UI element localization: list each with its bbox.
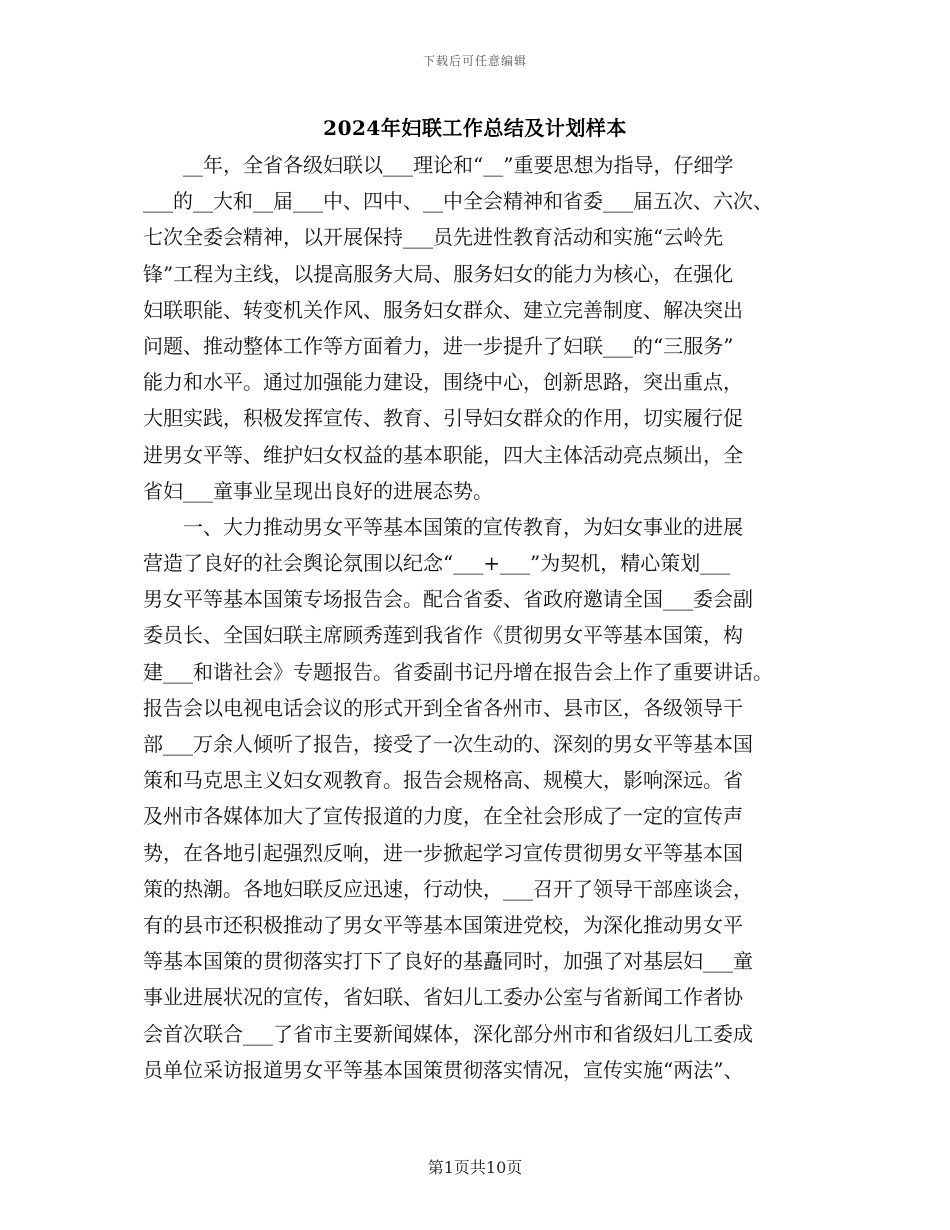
paragraph-section-one: [143, 509, 823, 1088]
text-line: 一、大力推动男女平等基本国策的宣传教育，为妇女事业的进展: [183, 514, 743, 539]
text-line: 妇联职能、转变机关作风、服务妇女群众、建立完善制度、解决突出: [143, 297, 743, 322]
paragraph-intro: [143, 147, 823, 509]
text-line: __年，全省各级妇联以___理论和“__”重要思想为指导，仔细学: [183, 153, 734, 177]
text-line: 会首次联合___了省市主要新闻媒体，深化部分州市和省级妇儿工委成: [143, 1021, 753, 1046]
text-line: 建___和谐社会》专题报告。省委副书记丹增在报告会上作了重要讲话。: [143, 659, 773, 684]
text-line: 进男女平等、维护妇女权益的基本职能，四大主体活动亮点频出，全: [143, 442, 743, 467]
text-line: 能力和水平。通过加强能力建设，围绕中心，创新思路，突出重点，: [143, 370, 743, 395]
text-line: 策的热潮。各地妇联反应迅速，行动快，___召开了领导干部座谈会，: [143, 876, 753, 901]
text-line: 营造了良好的社会舆论氛围以纪念“___+___”为契机，精心策划___: [143, 551, 731, 576]
header-note: 下载后可任意编辑: [422, 54, 527, 68]
text-line: 员单位采访报道男女平等基本国策贯彻落实情况，宣传实施“两法”、: [143, 1057, 744, 1082]
text-line: ___的__大和__届___中、四中、__中全会精神和省委___届五次、六次、: [143, 189, 773, 214]
text-line: 事业进展状况的宣传，省妇联、省妇儿工委办公室与省新闻工作者协: [143, 985, 743, 1010]
text-line: 锋”工程为主线，以提高服务大局、服务妇女的能力为核心，在强化: [143, 261, 734, 286]
text-line: 等基本国策的贯彻落实打下了良好的基矗同时，加强了对基层妇___童: [143, 949, 753, 974]
text-line: 部___万余人倾听了报告，接受了一次生动的、深刻的男女平等基本国: [143, 732, 753, 756]
text-line: 男女平等基本国策专场报告会。配合省委、省政府邀请全国___委会副: [143, 587, 753, 612]
document-body: [143, 147, 823, 1088]
text-line: 势，在各地引起强烈反响，进一步掀起学习宣传贯彻男女平等基本国: [143, 840, 743, 865]
page-number-footer: 第1页共10页: [427, 1158, 523, 1177]
document-title: 2024年妇联工作总结及计划样本: [323, 116, 627, 140]
text-line: 七次全委会精神，以开展保持___员先进性教育活动和实施“云岭先: [143, 225, 724, 250]
text-line: 大胆实践，积极发挥宣传、教育、引导妇女群众的作用，切实履行促: [143, 406, 743, 431]
text-line: 省妇___童事业呈现出良好的进展态势。: [143, 478, 493, 503]
text-line: 策和马克思主义妇女观教育。报告会规格高、规模大，影响深远。省: [143, 768, 743, 793]
text-line: 有的县市还积极推动了男女平等基本国策进党校，为深化推动男女平: [143, 912, 743, 937]
text-line: 报告会以电视电话会议的形式开到全省各州市、县市区，各级领导干: [143, 695, 743, 720]
text-line: 问题、推动整体工作等方面着力，进一步提升了妇联___的“三服务”: [143, 333, 734, 358]
text-line: 委员长、全国妇联主席顾秀莲到我省作《贯彻男女平等基本国策，构: [143, 623, 743, 648]
text-line: 及州市各媒体加大了宣传报道的力度，在全社会形成了一定的宣传声: [143, 804, 743, 829]
